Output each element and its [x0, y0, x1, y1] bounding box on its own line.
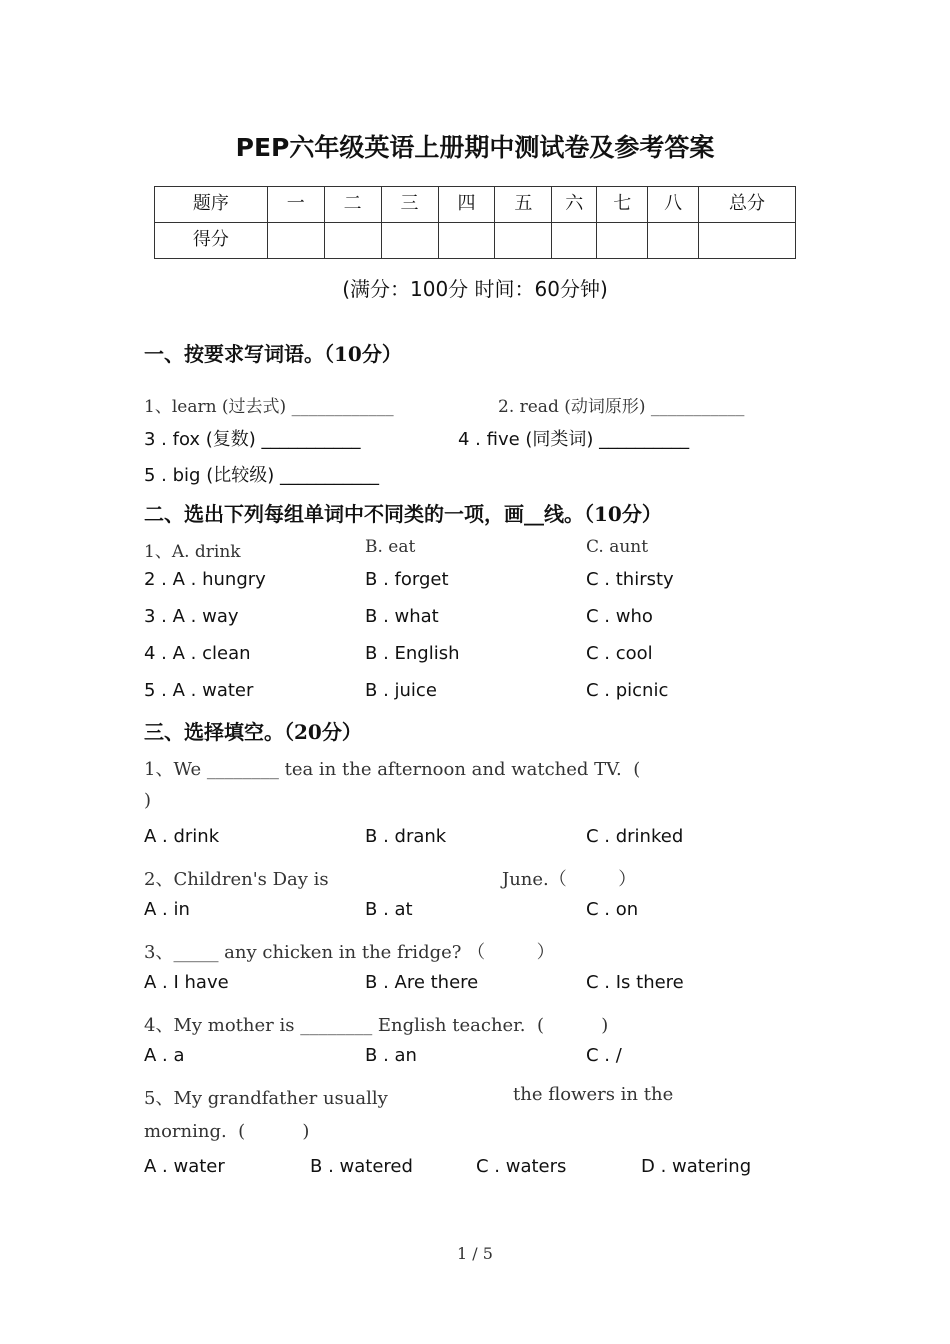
question-text: 5、My grandfather usually — [144, 1088, 388, 1109]
option-item: B . forget — [365, 569, 449, 590]
question-text: the flowers in the — [513, 1084, 674, 1105]
option-item: B . at — [365, 899, 413, 920]
option-item: C . Is there — [586, 972, 684, 993]
score-cell — [324, 223, 381, 259]
question-text: 4、My mother is ________ English teacher. ( ) — [144, 1015, 609, 1036]
question-item: 3 . fox (复数) ___________ — [144, 429, 361, 450]
page-number: 1 / 5 — [457, 1244, 493, 1263]
option-item: A . in — [144, 899, 190, 920]
option-item: B. eat — [365, 537, 416, 557]
score-cell — [381, 223, 438, 259]
option-item: 3 . A . way — [144, 606, 239, 627]
option-item: B . what — [365, 606, 439, 627]
option-item: C . picnic — [586, 680, 669, 701]
section-heading: 一、按要求写词语。（10分） — [144, 342, 402, 366]
score-table-score-row — [155, 223, 796, 259]
option-item: C. aunt — [586, 537, 649, 557]
table-cell: 题序 — [155, 187, 268, 223]
table-cell: 三 — [381, 187, 438, 223]
score-cell — [648, 223, 699, 259]
score-cell — [552, 223, 597, 259]
option-item: B . watered — [310, 1156, 413, 1177]
option-item: C . waters — [476, 1156, 567, 1177]
question-text: morning. ( ) — [144, 1121, 310, 1142]
option-item: A . drink — [144, 826, 220, 847]
option-item: 5 . A . water — [144, 680, 254, 701]
option-item: C . cool — [586, 643, 653, 664]
option-item: C . thirsty — [586, 569, 674, 590]
table-cell: 七 — [597, 187, 648, 223]
table-cell: 二 — [324, 187, 381, 223]
question-text: June.（ ） — [502, 869, 637, 890]
question-item: 4 . five (同类词) __________ — [458, 429, 690, 450]
option-item: B . Are there — [365, 972, 479, 993]
question-text: ) — [144, 790, 152, 811]
question-text: 3、_____ any chicken in the fridge? （ ） — [144, 942, 555, 963]
option-item: C . drinked — [586, 826, 684, 847]
option-item: 2 . A . hungry — [144, 569, 266, 590]
section-heading: 三、选择填空。（20分） — [144, 720, 362, 744]
table-cell: 四 — [438, 187, 495, 223]
table-cell: 八 — [648, 187, 699, 223]
option-item: B . juice — [365, 680, 437, 701]
option-item: B . an — [365, 1045, 417, 1066]
table-cell: 六 — [552, 187, 597, 223]
question-item: 5 . big (比较级) ___________ — [144, 465, 379, 486]
section-heading: 二、选出下列每组单词中不同类的一项，画__线。（10分） — [144, 502, 662, 526]
score-cell — [495, 223, 552, 259]
table-cell: 总分 — [699, 187, 796, 223]
question-item: 1、learn (过去式) ____________ — [144, 397, 394, 417]
page-title: PEP六年级英语上册期中测试卷及参考答案 — [235, 133, 715, 162]
option-item: D . watering — [641, 1156, 752, 1177]
question-text: 2、Children's Day is — [144, 869, 329, 890]
score-cell — [597, 223, 648, 259]
option-item: C . who — [586, 606, 653, 627]
option-item: B . drank — [365, 826, 447, 847]
question-item: 2. read (动词原形) ___________ — [498, 397, 745, 417]
score-cell — [438, 223, 495, 259]
option-item: C . on — [586, 899, 639, 920]
question-text: 1、We ________ tea in the afternoon and watched TV. ( — [144, 759, 641, 780]
option-item: 4 . A . clean — [144, 643, 251, 664]
score-time-info: (满分：100分 时间：60分钟) — [342, 277, 608, 301]
option-item: A . I have — [144, 972, 229, 993]
option-item: A . water — [144, 1156, 225, 1177]
option-item: B . English — [365, 643, 460, 664]
score-table — [154, 186, 796, 259]
score-cell — [267, 223, 324, 259]
table-cell: 一 — [267, 187, 324, 223]
table-cell: 得分 — [155, 223, 268, 259]
option-item: 1、A. drink — [144, 542, 241, 562]
option-item: A . a — [144, 1045, 185, 1066]
score-table-header-row — [155, 187, 796, 223]
option-item: C . / — [586, 1045, 622, 1066]
score-cell — [699, 223, 796, 259]
table-cell: 五 — [495, 187, 552, 223]
